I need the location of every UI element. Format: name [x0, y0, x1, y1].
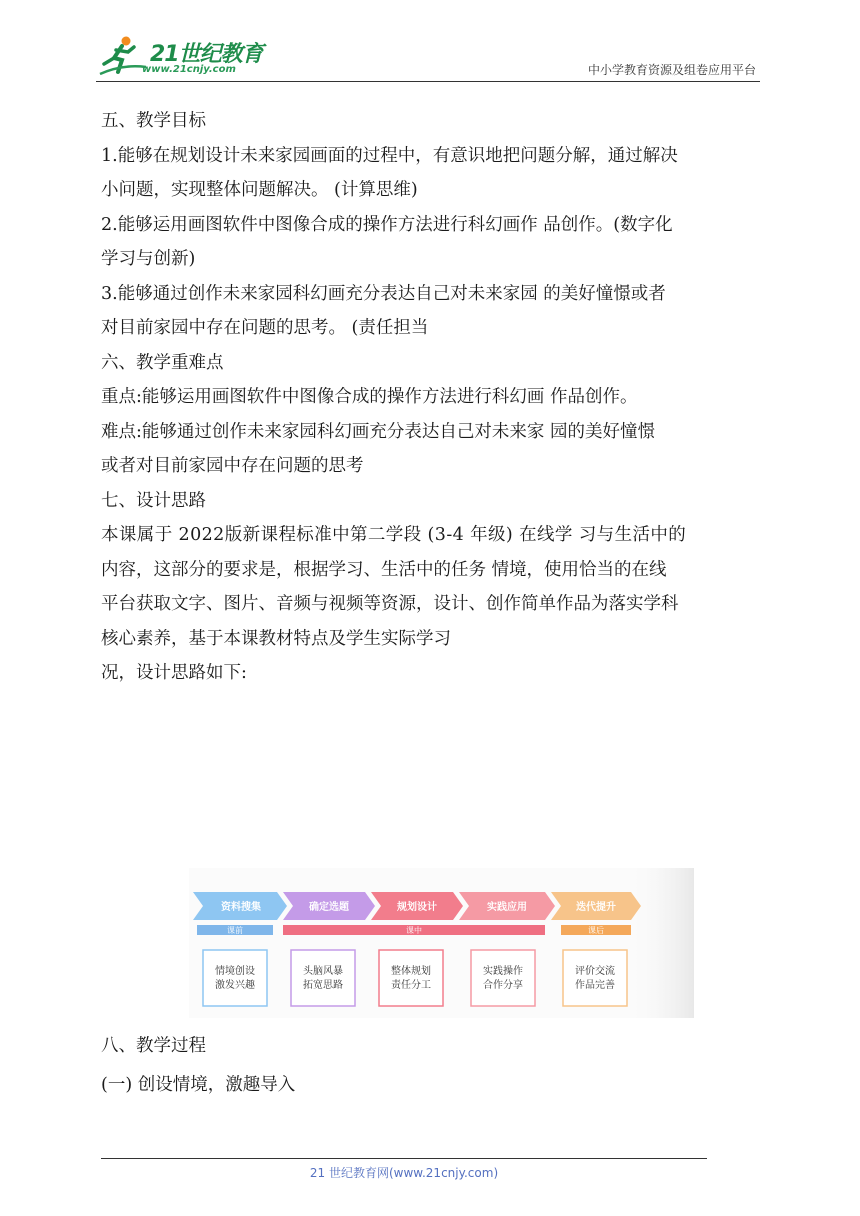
paragraph-line: 况，设计思路如下: [101, 663, 247, 683]
logo-wordmark: 21世纪教育 [150, 42, 263, 67]
stage-label: 资料搜集 [221, 902, 261, 913]
paragraph-line: 平台获取文字、图片、音频与视频等资源，设计、创作简单作品为落实学科 [101, 594, 679, 614]
activity-text: 作品完善 [575, 980, 615, 991]
paragraph-line: 核心素养，基于本课教材特点及学生实际学习 [101, 628, 451, 649]
activity-text: 头脑风暴 [303, 966, 343, 977]
section-heading: 七、设计思路 [101, 490, 206, 511]
paragraph-line: 或者对目前家园中存在问题的思考 [101, 456, 364, 476]
paragraph-line: 内容，这部分的要求是，根据学习、生活中的任务 情境，使用恰当的在线 [101, 559, 667, 580]
paragraph-line: 1.能够在规划设计未来家园画面的过程中，有意识地把问题分解，通过解决 [101, 145, 678, 166]
logo-url: www.21cnjy.com [142, 64, 236, 75]
phase-label: 课前 [227, 926, 243, 935]
header-divider [96, 81, 760, 82]
site-logo[interactable] [96, 34, 266, 78]
activity-box-1 [203, 950, 267, 1006]
design-flow-svg [189, 868, 694, 1018]
stage-label: 迭代提升 [576, 902, 616, 913]
activity-text: 拓宽思路 [303, 980, 343, 991]
activity-text: 情境创设 [215, 966, 255, 977]
section-heading: 六、教学重难点 [101, 352, 224, 373]
paragraph-line: 学习与创新) [101, 249, 196, 269]
footer-divider [101, 1158, 707, 1159]
subsection-heading: (一) 创设情境，激趣导入 [101, 1074, 296, 1095]
footer-link[interactable]: 21 世纪教育网(www.21cnjy.com) [309, 1166, 499, 1180]
section-heading: 五、教学目标 [101, 111, 206, 131]
paragraph-line: 本课属于 2022版新课程标准中第二学段 (3-4 年级) 在线学 习与生活中的 [101, 525, 687, 545]
phase-label: 课中 [406, 926, 422, 935]
activity-box-5 [563, 950, 627, 1006]
document-body-continued [101, 1029, 763, 1102]
activity-text: 实践操作 [483, 966, 523, 977]
activity-text: 评价交流 [575, 966, 615, 977]
phase-label: 课后 [588, 926, 604, 935]
activity-box-3 [379, 950, 443, 1006]
paragraph-line: 小问题，实现整体问题解决。 (计算思维) [101, 180, 418, 200]
activity-box-2 [291, 950, 355, 1006]
activity-box-4 [471, 950, 535, 1006]
runner-logo-icon [96, 34, 148, 78]
stage-label: 实践应用 [487, 902, 527, 913]
document-body [101, 104, 763, 691]
stage-label: 确定选题 [309, 902, 349, 913]
activity-text: 激发兴趣 [215, 980, 255, 991]
activity-text: 合作分享 [483, 980, 523, 991]
page-header [96, 34, 760, 80]
paragraph-line: 对目前家园中存在问题的思考。 (责任担当 [101, 318, 429, 338]
design-flow-diagram [189, 868, 694, 1018]
stage-label: 规划设计 [397, 902, 437, 913]
paragraph-line: 2.能够运用画图软件中图像合成的操作方法进行科幻画作 品创作。(数字化 [101, 214, 673, 235]
paragraph-line: 难点:能够通过创作未来家园科幻画充分表达自己对未来家 园的美好憧憬 [101, 421, 655, 442]
paragraph-line: 重点:能够运用画图软件中图像合成的操作方法进行科幻画 作品创作。 [101, 387, 638, 407]
platform-label: 中小学教育资源及组卷应用平台 [587, 63, 756, 77]
section-heading: 八、教学过程 [101, 1036, 206, 1056]
activity-text: 责任分工 [391, 980, 431, 991]
paragraph-line: 3.能够通过创作未来家园科幻画充分表达自己对未来家园 的美好憧憬或者 [101, 283, 666, 304]
activity-text: 整体规划 [391, 966, 431, 977]
